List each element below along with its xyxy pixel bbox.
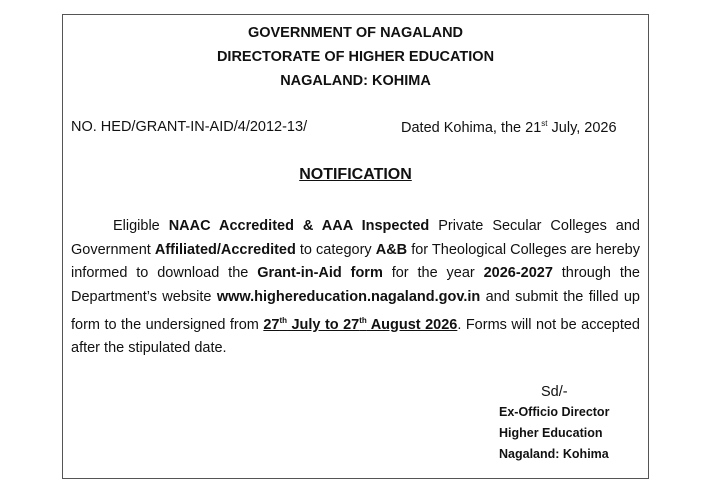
signature-mark: Sd/- [541,384,568,400]
signatory-location: Nagaland: Kohima [499,447,609,461]
header-government: GOVERNMENT OF NAGALAND [247,25,464,41]
notification-title: NOTIFICATION [299,166,412,183]
header-directorate: DIRECTORATE OF HIGHER EDUCATION [216,49,495,65]
signatory-title: Ex-Officio Director [499,405,610,419]
signatory-department: Higher Education [499,426,603,440]
website-address: www.highereducation.nagaland.gov.in [216,288,481,305]
notification-document [62,14,649,479]
reference-number: NO. HED/GRANT-IN-AID/4/2012-13/ [71,119,308,135]
notification-body: Eligible NAAC Accredited & AAA Inspected Private Secular Colleges and Government Affiliated/Accredited to category A&B for Theological Colleges are hereby informed to download the Grant-in-Aid form for the year 2026-2027 through the Department’s website www.highereducation.nagaland.gov.in and submit the filled up form to the undersigned from 27th July to 27th August 2026. Forms will not be accepted after the stipulated date. [71,218,640,357]
header-location: NAGALAND: KOHIMA [280,73,431,89]
submission-period: 27th July to 27th August 2026 [263,316,458,333]
reference-date: Dated Kohima, the 21st July, 2026 [401,119,617,136]
